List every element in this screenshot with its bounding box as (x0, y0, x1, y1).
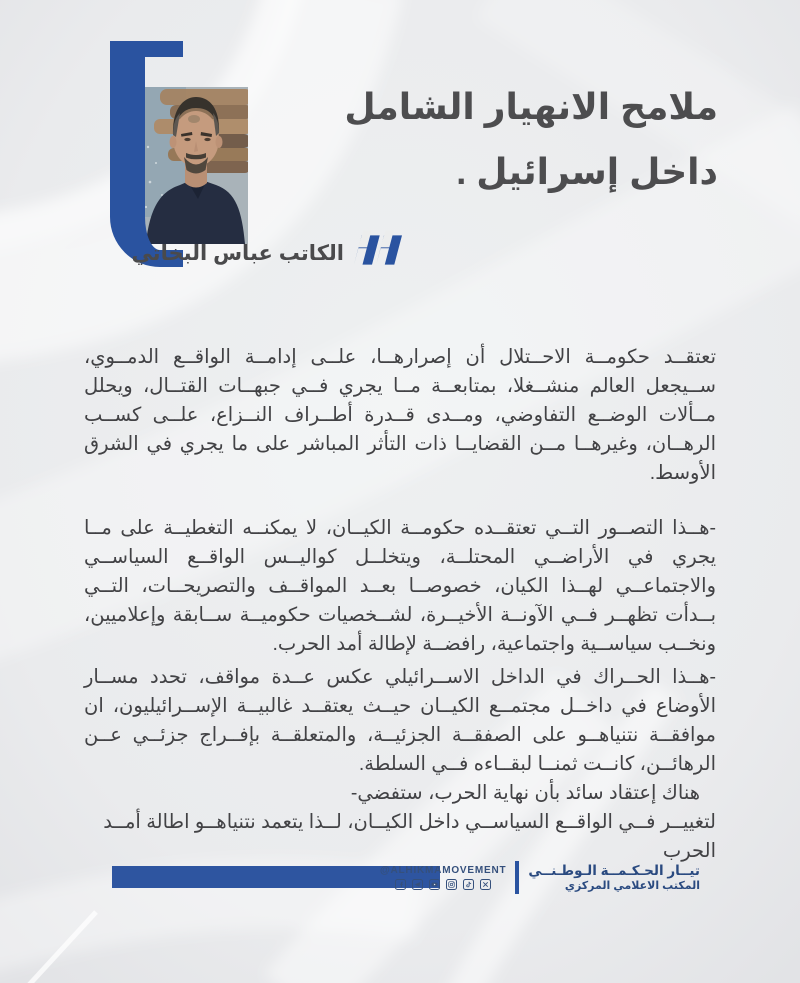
facebook-icon (395, 879, 406, 890)
page-title (344, 74, 718, 204)
byline (131, 229, 402, 271)
paragraph-1: تعتقــد حكومــة الاحــتلال أن إصرارهــا، علــى إدامــة الواقــع الدمــوي، ســيجعل العالم منشــغلا، بمتابعــة مــا يجري فــي جبهــات القتــال، ويحلل مــألات الوضــع التفاوضي، ومــدى قــدرة أطــراف النــزاع، علــى كســب الرهــان، وغيرهــا مــن القضايــا ذات التأثر المباشر على ما يجري في الشرق الأوسط. (84, 346, 716, 484)
footer-identity (380, 855, 700, 899)
youtube-icon (429, 879, 440, 890)
article-body (84, 343, 716, 866)
closing-line-2: لتغييــر فــي الواقــع السياســي داخل الكيــان، لــذا يتعمد نتنياهــو اطالة أمــد الحرب (103, 811, 716, 862)
telegram-icon (412, 879, 423, 890)
tiktok-icon (463, 879, 474, 890)
instagram-icon (446, 879, 457, 890)
x-icon (480, 879, 491, 890)
title-line-1: ملامح الانهيار الشامل (344, 86, 718, 127)
organization-name: تيــار الحـكـمــة الـوطـنــي (528, 862, 700, 878)
closing-line-1: هناك إعتقاد سائد بأن نهاية الحرب، ستفضي- (350, 782, 700, 804)
paragraph-3: -هــذا الحــراك في الداخل الاســرائيلي عكس عــدة مواقف، تحدد مســار الأوضاع في داخــل مجتمــع الكيــان حيــث يعتقــد غالبيــة الإســرائيليون، ان موافقــة نتنياهــو على الصفقــة الجزئيــة، والمتعلقــة بإفــراج جزئــي عــن الرهائــن، كانــت ثمنــا لبقــاءه فــي السلطة. (84, 666, 716, 775)
organization-block (528, 862, 700, 893)
title-line-2: داخل إسرائيل . (456, 151, 718, 192)
social-handle: @ALHIKMAMOVEMENT (379, 864, 507, 876)
author-name: الكاتب عباس البخاتي (131, 242, 344, 265)
paragraph-2: -هــذا التصــور التــي تعتقــده حكومــة الكيــان، لا يمكنــه التغطيــة على مــا يجري في الأراضــي المحتلــة، ويتخلــل كواليــس الواقــع السياســي والاجتماعــي لهــذا الكيان، خصوصــا بعــد المواقــف والتصريحــات، التــي بــدأت تظهــر فــي الآونــة الأخيــرة، لشــخصيات حكوميــة ســابقة وإعلاميين، ونخــب سياســية واجتماعية، رافضــة لإطالة أمد الحرب. (84, 517, 716, 655)
social-icons-row (395, 879, 491, 890)
organization-office: المكتب الاعلامي المركزي (564, 879, 700, 892)
footer-divider (515, 861, 519, 894)
quote-icon (354, 229, 402, 271)
social-block (380, 865, 506, 890)
